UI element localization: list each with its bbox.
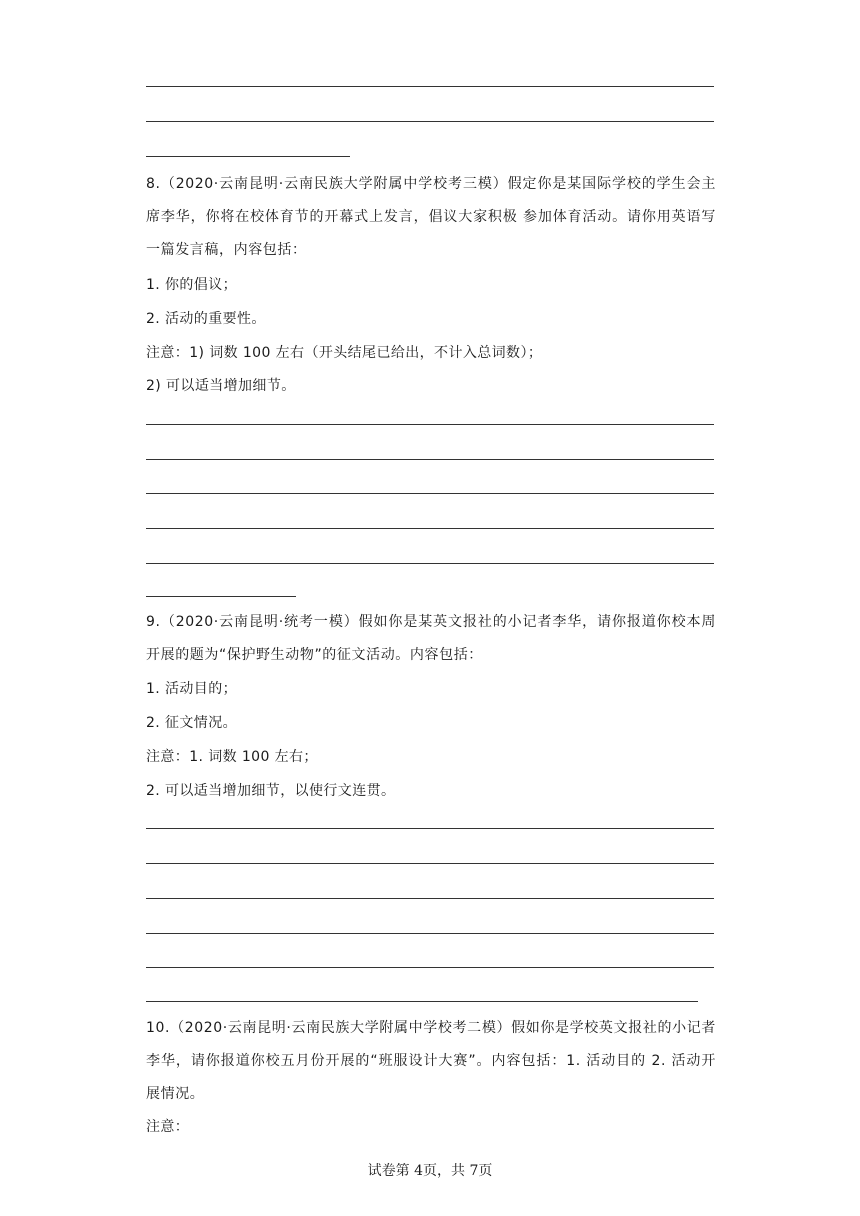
answer-line (146, 459, 714, 460)
question-8-item-2: 2. 活动的重要性。 (146, 311, 266, 327)
answer-line (146, 563, 714, 564)
question-10-note-label: 注意： (146, 1119, 190, 1135)
question-8-item-1: 1. 你的倡议； (146, 277, 238, 293)
answer-line (146, 933, 714, 934)
question-8-note-2: 2) 可以适当增加细节。 (146, 378, 296, 394)
question-9-stem: 9.（2020·云南昆明·统考一模）假如你是某英文报社的小记者李华，请你报道你校本周开展的题为“保护野生动物”的征文活动。内容包括： (146, 614, 716, 663)
answer-line-short (146, 156, 350, 157)
question-8-stem: 8.（2020·云南昆明·云南民族大学附属中学校考三模）假定你是某国际学校的学生会主席李华，你将在校体育节的开幕式上发言，倡议大家积极 参加体育活动。请你用英语写一篇发言稿，内容包括： (146, 176, 716, 258)
answer-line (146, 528, 714, 529)
question-9-item-2: 2. 征文情况。 (146, 715, 238, 731)
question-8-note-1: 注意：1) 词数 100 左右（开头结尾已给出，不计入总词数）； (146, 345, 543, 361)
answer-line-short (146, 596, 296, 597)
answer-line (146, 967, 714, 968)
answer-line (146, 493, 714, 494)
question-9-note-1: 注意：1. 词数 100 左右； (146, 749, 318, 765)
answer-line (146, 424, 714, 425)
answer-line (146, 121, 714, 122)
question-9-note-2: 2. 可以适当增加细节，以使行文连贯。 (146, 783, 396, 799)
answer-line (146, 898, 714, 899)
question-9-item-1: 1. 活动目的； (146, 681, 238, 697)
answer-line-short (146, 1001, 698, 1002)
answer-line (146, 86, 714, 87)
page-footer: 试卷第 4页，共 7页 (367, 1163, 493, 1179)
answer-line (146, 828, 714, 829)
question-10-stem: 10.（2020·云南昆明·云南民族大学附属中学校考二模）假如你是学校英文报社的小记者李华，请你报道你校五月份开展的“班服设计大赛”。内容包括：1. 活动目的 2. 活动开展情况。 (146, 1020, 716, 1102)
answer-line (146, 863, 714, 864)
